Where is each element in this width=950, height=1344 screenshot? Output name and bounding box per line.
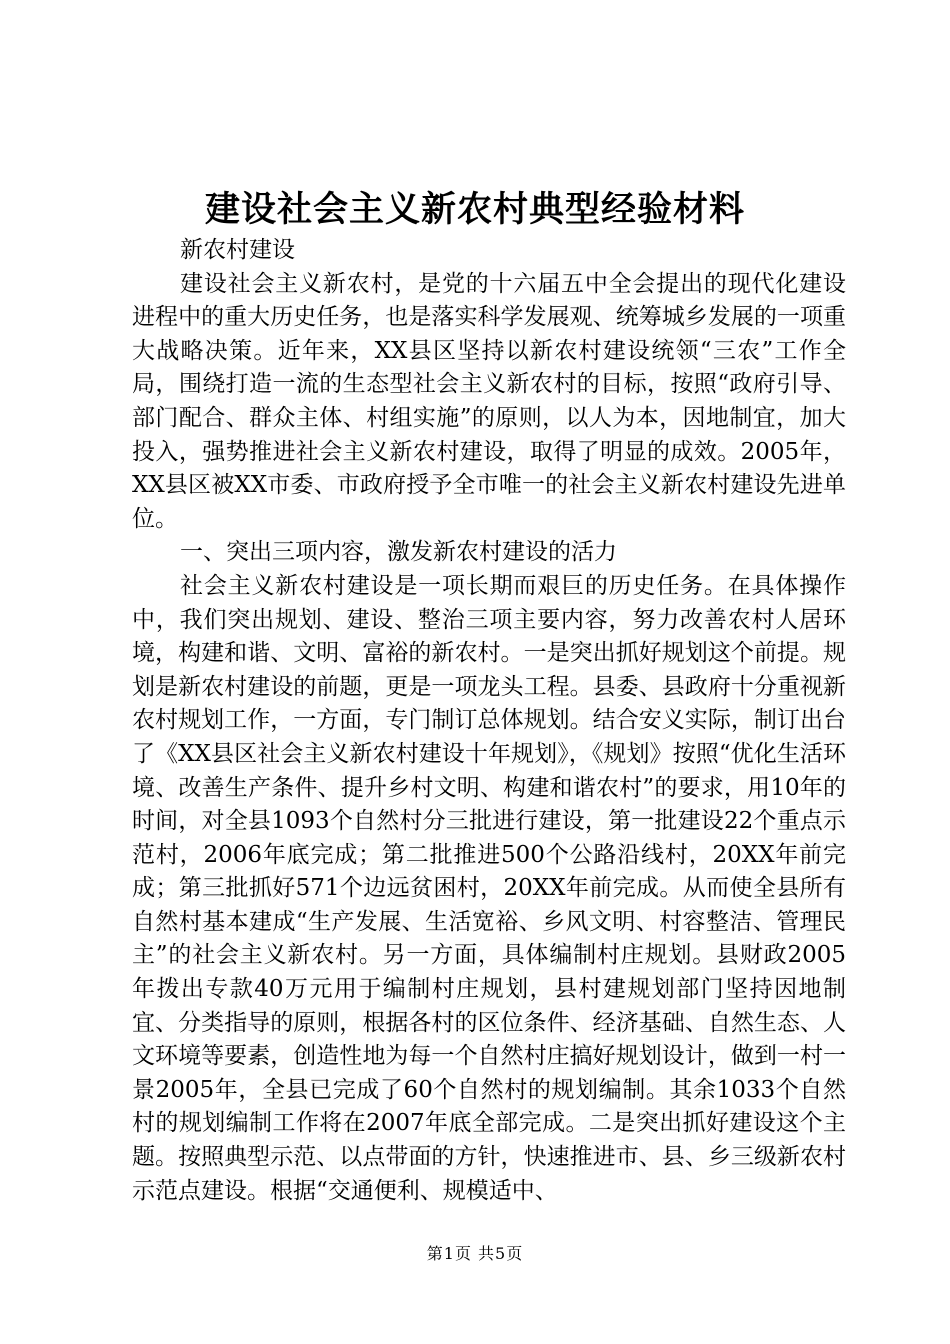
body-paragraph: 社会主义新农村建设是一项长期而艰巨的历史任务。在具体操作中，我们突出规划、建设、整治三项主要内容，努力改善农村人居环境，构建和谐、文明、富裕的新农村。一是突出抓好规划这个前提。规划是新农村建设的前题，更是一项龙头工程。县委、县政府十分重视新农村规划工作，一方面，专门制订总体规划。结合安义实际，制订出台了《XX县区社会主义新农村建设十年规划》，《规划》按照“优化生活环境、改善生产条件、提升乡村文明、构建和谐农村”的要求，用10年的时间，对全县1093个自然村分三批进行建设，第一批建设22个重点示范村，2006年底完成；第二批推进500个公路沿线村，20XX年前完成；第三批抓好571个边远贫困村，20XX年前完成。从而使全县所有自然村基本建成“生产发展、生活宽裕、乡风文明、村容整洁、管理民主”的社会主义新农村。另一方面，具体编制村庄规划。县财政2005年拨出专款40万元用于编制村庄规划，县村建规划部门坚持因地制宜、分类指导的原则，根据各村的区位条件、经济基础、自然生态、人文环境等要素，创造性地为每一个自然村庄搞好规划设计，做到一村一景2005年，全县已完成了60个自然村的规划编制。其余1033个自然村的规划编制工作将在2007年底全部完成。二是突出抓好建设这个主题。按照典型示范、以点带面的方针，快速推进市、县、乡三级新农村示范点建设。根据“交通便利、规模适中、: [132, 572, 846, 1204]
document-title: 建设社会主义新农村典型经验材料: [204, 189, 745, 230]
document-body: [132, 234, 846, 1208]
section-heading: 一、突出三项内容，激发新农村建设的活力: [180, 539, 617, 566]
section-subtitle: 新农村建设: [180, 237, 295, 263]
page-number: 第1页 共5页: [426, 1244, 524, 1263]
body-paragraph: 建设社会主义新农村，是党的十六届五中全会提出的现代化建设进程中的重大历史任务，也是落实科学发展观、统筹城乡发展的一项重大战略决策。近年来，XX县区坚持以新农村建设统领“三农”工作全局，围绕打造一流的生态型社会主义新农村的目标，按照“政府引导、部门配合、群众主体、村组实施”的原则，以人为本，因地制宜，加大投入，强势推进社会主义新农村建设，取得了明显的成效。2005年，XX县区被XX市委、市政府授予全市唯一的社会主义新农村建设先进单位。: [132, 270, 846, 532]
